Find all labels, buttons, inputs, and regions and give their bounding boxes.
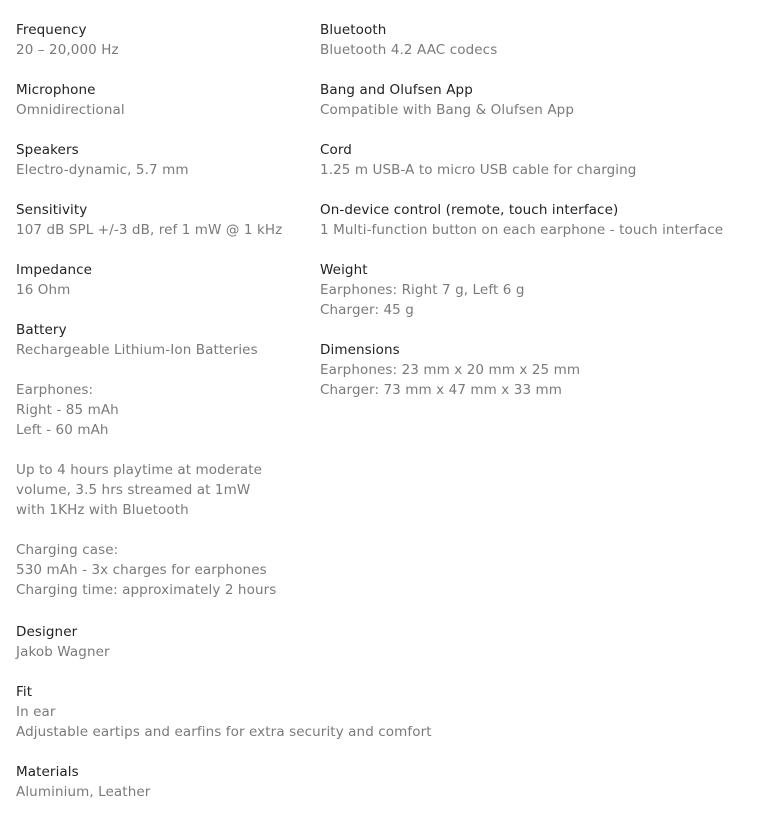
spec-value: Earphones: Right 7 g, Left 6 g [320,282,525,298]
spec-value: volume, 3.5 hrs streamed at 1mW [16,482,251,498]
spec-value: 1.25 m USB-A to micro USB cable for charging [320,162,637,178]
spec-label: Bluetooth [320,22,387,38]
spec-weight [320,260,756,320]
spec-value: Earphones: 23 mm x 20 mm x 25 mm [320,362,581,378]
spec-value: Aluminium, Leather [16,784,151,800]
spec-spacer [16,520,316,540]
spec-value: Charging case: [16,542,119,558]
spec-value: Up to 4 hours playtime at moderate [16,462,263,478]
spec-label: On-device control (remote, touch interface) [320,202,619,218]
spec-value: Adjustable eartips and earfins for extra security and comfort [16,724,432,740]
spec-value: Charger: 45 g [320,302,414,318]
spec-value: Jakob Wagner [16,644,110,660]
spec-dimensions [320,340,756,400]
spec-spacer [16,440,316,460]
spec-cord [320,140,756,180]
spec-label: Fit [16,684,33,700]
spec-value: Earphones: [16,382,94,398]
spec-value: 16 Ohm [16,282,71,298]
spec-value: Omnidirectional [16,102,125,118]
spec-designer [16,622,316,662]
spec-battery [16,320,316,600]
spec-fit [16,682,432,742]
spec-value: 1 Multi-function button on each earphone - touch interface [320,222,724,238]
spec-value: In ear [16,704,56,720]
spec-label: Sensitivity [16,202,88,218]
spec-frequency [16,20,316,60]
spec-value: Left - 60 mAh [16,422,109,438]
spec-sensitivity [16,200,316,240]
spec-value: Charging time: approximately 2 hours [16,582,277,598]
spec-label: Materials [16,764,79,780]
spec-value: Right - 85 mAh [16,402,119,418]
spec-spacer [16,360,316,380]
spec-value: Bluetooth 4.2 AAC codecs [320,42,498,58]
spec-value: 107 dB SPL +/-3 dB, ref 1 mW @ 1 kHz [16,222,283,238]
spec-app [320,80,756,120]
spec-value: 20 – 20,000 Hz [16,42,119,58]
spec-on-device-control [320,200,756,240]
specs-right-column [320,20,756,420]
spec-value: Charger: 73 mm x 47 mm x 33 mm [320,382,563,398]
spec-label: Battery [16,322,67,338]
spec-label: Speakers [16,142,79,158]
spec-value: Compatible with Bang & Olufsen App [320,102,574,118]
spec-label: Microphone [16,82,96,98]
spec-label: Bang and Olufsen App [320,82,473,98]
spec-value: with 1KHz with Bluetooth [16,502,189,518]
spec-value: Rechargeable Lithium-Ion Batteries [16,342,258,358]
spec-value: 530 mAh - 3x charges for earphones [16,562,267,578]
spec-speakers [16,140,316,180]
spec-label: Dimensions [320,342,400,358]
spec-impedance [16,260,316,300]
spec-label: Weight [320,262,368,278]
spec-label: Designer [16,624,78,640]
spec-bluetooth [320,20,756,60]
spec-materials [16,762,316,802]
spec-microphone [16,80,316,120]
spec-label: Impedance [16,262,93,278]
spec-value: Electro-dynamic, 5.7 mm [16,162,189,178]
spec-label: Cord [320,142,352,158]
spec-label: Frequency [16,22,87,38]
